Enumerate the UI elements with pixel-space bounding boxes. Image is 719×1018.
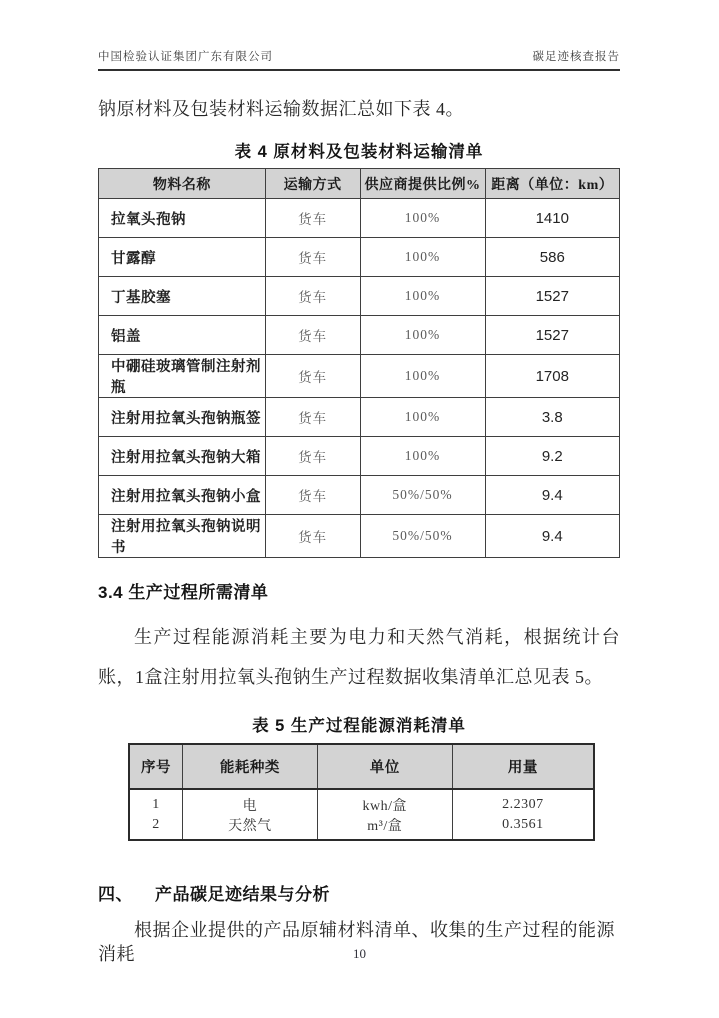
section-4-number: 四、 — [98, 885, 133, 904]
table4-cell-material: 注射用拉氧头孢钠说明书 — [99, 515, 266, 558]
table4-cell-supplier-ratio: 50%/50% — [360, 476, 485, 515]
table4-cell-transport-mode: 货车 — [265, 476, 360, 515]
table5-cell-energy-type: 天然气 — [182, 815, 317, 840]
page-content — [98, 0, 620, 966]
table4-cell-material: 中硼硅玻璃管制注射剂瓶 — [99, 355, 266, 398]
table-row — [99, 515, 620, 558]
table5-caption: 表 5 生产过程能源消耗清单 — [252, 717, 466, 735]
header-company-name: 中国检验认证集团广东有限公司 — [98, 51, 273, 63]
table4-cell-transport-mode: 货车 — [265, 398, 360, 437]
table4-cell-supplier-ratio: 100% — [360, 355, 485, 398]
table4-cell-transport-mode: 货车 — [265, 238, 360, 277]
table-row — [99, 355, 620, 398]
table5-cell-index: 1 — [129, 789, 182, 815]
table4-header-distance: 距离（单位：km） — [485, 169, 619, 199]
table5-header-unit: 单位 — [317, 744, 452, 789]
page-number: 10 — [353, 946, 366, 961]
table-row — [99, 398, 620, 437]
table4-transport-list — [98, 168, 620, 558]
page-header — [98, 0, 620, 71]
table4-cell-distance: 1410 — [485, 199, 619, 238]
table4-header-transport-mode: 运输方式 — [265, 169, 360, 199]
table4-cell-transport-mode: 货车 — [265, 437, 360, 476]
table5-cell-energy-type: 电 — [182, 789, 317, 815]
table5-cell-amount: 2.2307 — [452, 789, 594, 815]
table4-cell-material: 注射用拉氧头孢钠大箱 — [99, 437, 266, 476]
table4-cell-distance: 9.4 — [485, 515, 619, 558]
section-4-heading — [98, 884, 620, 906]
table-row — [129, 815, 594, 840]
table5-cell-index: 2 — [129, 815, 182, 840]
table4-cell-supplier-ratio: 100% — [360, 316, 485, 355]
table4-header-row — [99, 169, 620, 199]
table4-cell-transport-mode: 货车 — [265, 316, 360, 355]
table-row — [99, 199, 620, 238]
table4-cell-transport-mode: 货车 — [265, 355, 360, 398]
table4-cell-supplier-ratio: 100% — [360, 238, 485, 277]
table4-cell-supplier-ratio: 100% — [360, 437, 485, 476]
table5-cell-amount: 0.3561 — [452, 815, 594, 840]
table5-cell-unit: kwh/盒 — [317, 789, 452, 815]
table-row — [129, 789, 594, 815]
table5-header-row — [129, 744, 594, 789]
table4-cell-distance: 9.4 — [485, 476, 619, 515]
section-4-paragraph: 根据企业提供的产品原辅材料清单、收集的生产过程的能源消耗 — [98, 920, 615, 964]
table4-cell-distance: 586 — [485, 238, 619, 277]
table4-cell-material: 铝盖 — [99, 316, 266, 355]
table4-cell-transport-mode: 货车 — [265, 277, 360, 316]
table4-cell-transport-mode: 货车 — [265, 199, 360, 238]
section-3-4-heading: 3.4 生产过程所需清单 — [98, 583, 269, 602]
table4-cell-material: 拉氧头孢钠 — [99, 199, 266, 238]
table4-cell-transport-mode: 货车 — [265, 515, 360, 558]
table4-header-supplier-ratio: 供应商提供比例% — [360, 169, 485, 199]
table4-cell-supplier-ratio: 100% — [360, 398, 485, 437]
header-report-title: 碳足迹核查报告 — [532, 51, 620, 63]
table5-energy-consumption — [128, 743, 595, 841]
table5-header-amount: 用量 — [452, 744, 594, 789]
table-row — [99, 277, 620, 316]
table4-cell-distance: 3.8 — [485, 398, 619, 437]
table-row — [99, 238, 620, 277]
section-3-4-paragraph: 生产过程能源消耗主要为电力和天然气消耗，根据统计台账，1盒注射用拉氧头孢钠生产过程数据收集清单汇总见表 5。 — [98, 627, 620, 687]
table4-cell-supplier-ratio: 100% — [360, 199, 485, 238]
table4-cell-material: 丁基胶塞 — [99, 277, 266, 316]
table5-header-index: 序号 — [129, 744, 182, 789]
table-row — [99, 476, 620, 515]
table4-header-material: 物料名称 — [99, 169, 266, 199]
table4-cell-material: 注射用拉氧头孢钠小盒 — [99, 476, 266, 515]
table4-cell-distance: 9.2 — [485, 437, 619, 476]
table4-cell-distance: 1527 — [485, 277, 619, 316]
table5-cell-unit: m³/盒 — [317, 815, 452, 840]
table4-cell-material: 甘露醇 — [99, 238, 266, 277]
table4-cell-material: 注射用拉氧头孢钠瓶签 — [99, 398, 266, 437]
table4-cell-distance: 1708 — [485, 355, 619, 398]
table-row — [99, 316, 620, 355]
table5-header-energy-type: 能耗种类 — [182, 744, 317, 789]
table-row — [99, 437, 620, 476]
table4-caption: 表 4 原材料及包装材料运输清单 — [234, 143, 484, 161]
table4-cell-supplier-ratio: 100% — [360, 277, 485, 316]
table4-cell-distance: 1527 — [485, 316, 619, 355]
intro-paragraph: 钠原材料及包装材料运输数据汇总如下表 4。 — [98, 99, 464, 119]
section-4-title: 产品碳足迹结果与分析 — [155, 885, 330, 904]
table4-cell-supplier-ratio: 50%/50% — [360, 515, 485, 558]
